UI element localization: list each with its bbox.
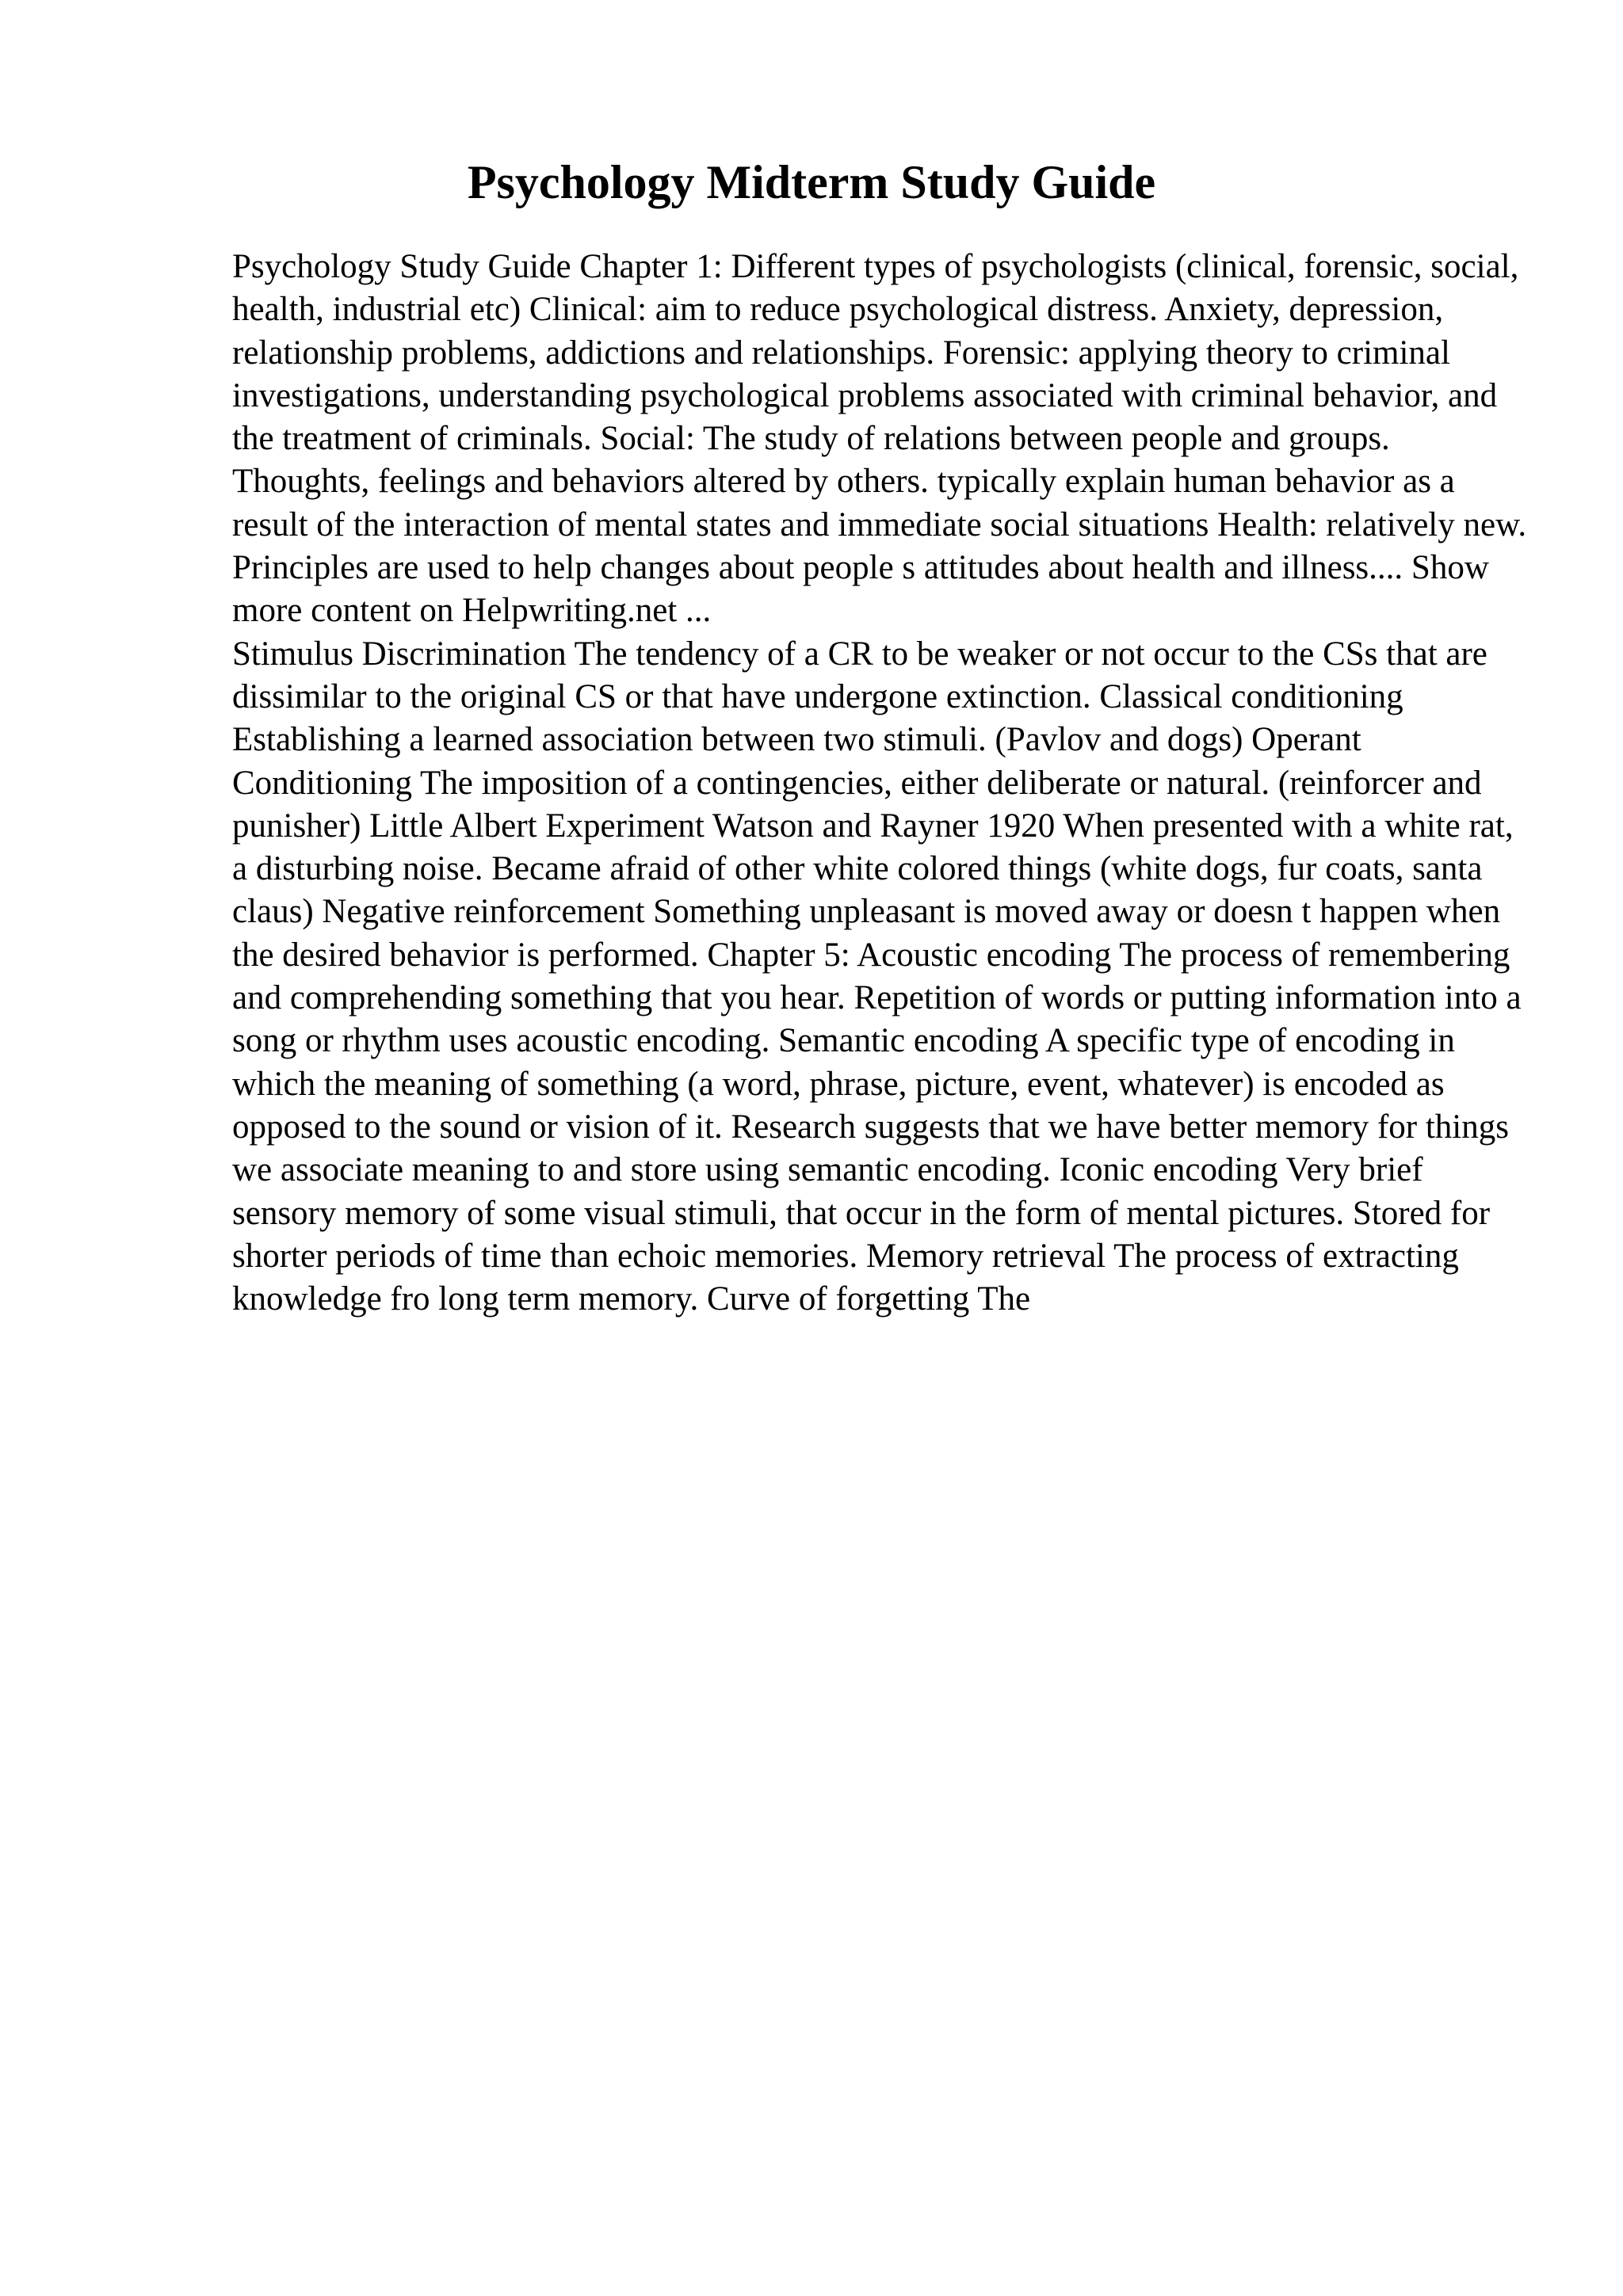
paragraph-chapter-1: Psychology Study Guide Chapter 1: Different types of psychologists (clinical, forensic, social, health, industrial etc) Clinical: aim to reduce psychological distress. Anxiety, depression, relationship problems, addictions and relationships. Forensic: applying theory to criminal investigations, understanding psychological problems associated with criminal behavior, and the treatment of criminals. Social: The study of relations between people and groups. Thoughts, feelings and behaviors altered by others. typically explain human behavior as a result of the interaction of mental states and immediate social situations Health: relatively new. Principles are used to help changes about people s attitudes about health and illness.... Show more content on Helpwriting.net ... bbox=[232, 248, 1527, 630]
paragraph-stimulus-discrimination: Stimulus Discrimination The tendency of a CR to be weaker or not occur to the CSs that are dissimilar to the original CS or that have undergone extinction. Classical conditioning Establishing a learned association between two stimuli. (Pavlov and dogs) Operant Conditioning The imposition of a contingencies, either deliberate or natural. (reinforcer and punisher) Little Albert Experiment Watson and Rayner 1920 When presented with a white rat, a disturbing noise. Became afraid of other white colored things (white dogs, fur coats, santa claus) Negative reinforcement Something unpleasant is moved away or doesn t happen when the desired behavior is performed. Chapter 5: Acoustic encoding The process of remembering and comprehending something that you hear. Repetition of words or putting information into a song or rhythm uses acoustic encoding. Semantic encoding A specific type of encoding in which the meaning of something (a word, phrase, picture, event, whatever) is encoded as opposed to the sound or vision of it. Research suggests that we have better memory for things we associate meaning to and store using semantic encoding. Iconic encoding Very brief sensory memory of some visual stimuli, that occur in the form of mental pictures. Stored for shorter periods of time than echoic memories. Memory retrieval The process of extracting knowledge fro long term memory. Curve of forgetting The bbox=[232, 635, 1522, 1318]
page-title: Psychology Midterm Study Guide bbox=[467, 156, 1156, 208]
document-body bbox=[232, 246, 1532, 1321]
